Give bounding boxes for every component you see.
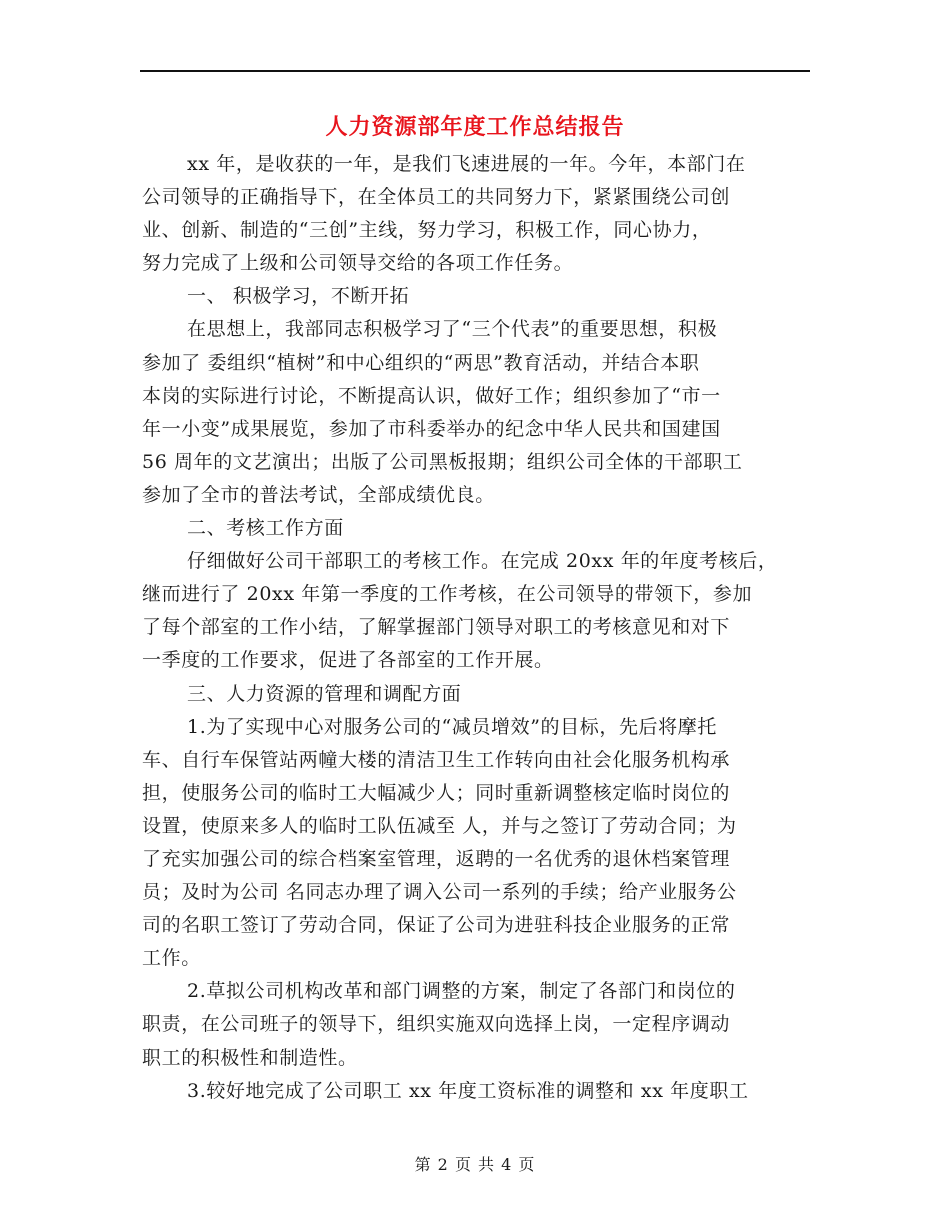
body-line: 职责，在公司班子的领导下，组织实施双向选择上岗，一定程序调动: [142, 1013, 731, 1036]
body-line: 继而进行了 20xx 年第一季度的工作考核，在公司领导的带领下，参加: [142, 583, 753, 606]
header-rule: [140, 70, 810, 72]
body-line: 职工的积极性和制造性。: [142, 1046, 358, 1069]
body-line: 参加了 委组织“植树”和中心组织的“两思”教育活动，并结合本职: [142, 351, 700, 374]
page-footer: 第 2 页 共 4 页: [414, 1155, 536, 1174]
body-line: 业、创新、制造的“三创”主线，努力学习，积极工作，同心协力，: [142, 219, 712, 242]
body-line: 了每个部室的工作小结，了解掌握部门领导对职工的考核意见和对下: [142, 616, 731, 639]
body-line: 车、自行车保管站两幢大楼的清洁卫生工作转向由社会化服务机构承: [142, 748, 731, 771]
document-body: [142, 148, 810, 1108]
body-line: 公司领导的正确指导下，在全体员工的共同努力下，紧紧围绕公司创: [142, 186, 731, 209]
body-line: 2.草拟公司机构改革和部门调整的方案，制定了各部门和岗位的: [187, 980, 736, 1003]
body-line: 56 周年的文艺演出；出版了公司黑板报期；组织公司全体的干部职工: [142, 450, 743, 473]
body-line: 司的名职工签订了劳动合同，保证了公司为进驻科技企业服务的正常: [142, 914, 731, 937]
body-line: 员；及时为公司 名同志办理了调入公司一系列的手续；给产业服务公: [142, 881, 737, 904]
body-line: xx 年，是收获的一年，是我们飞速进展的一年。今年，本部门在: [187, 153, 746, 175]
body-line: 二、考核工作方面: [187, 517, 344, 540]
body-line: 努力完成了上级和公司领导交给的各项工作任务。: [142, 252, 574, 275]
body-line: 了充实加强公司的综合档案室管理，返聘的一名优秀的退休档案管理: [142, 847, 731, 870]
body-line: 3.较好地完成了公司职工 xx 年度工资标准的调整和 xx 年度职工: [187, 1079, 749, 1102]
body-line: 本岗的实际进行讨论，不断提高认识，做好工作；组织参加了“市一: [142, 384, 721, 407]
body-line: 三、人力资源的管理和调配方面: [187, 682, 462, 705]
body-line: 一、 积极学习，不断开拓: [187, 285, 410, 308]
document-title: 人力资源部年度工作总结报告: [325, 114, 625, 140]
body-line: 在思想上，我部同志积极学习了“三个代表”的重要思想，积极: [187, 318, 718, 341]
body-line: 仔细做好公司干部职工的考核工作。在完成 20xx 年的年度考核后，: [187, 550, 778, 573]
body-line: 1.为了实现中心对服务公司的“减员增效”的目标，先后将摩托: [187, 715, 717, 738]
body-line: 年一小变”成果展览，参加了市科委举办的纪念中华人民共和国建国: [142, 417, 721, 440]
body-line: 设置，使原来多人的临时工队伍减至 人，并与之签订了劳动合同；为: [142, 814, 737, 837]
body-line: 参加了全市的普法考试，全部成绩优良。: [142, 483, 495, 506]
body-line: 一季度的工作要求，促进了各部室的工作开展。: [142, 649, 554, 672]
body-line: 工作。: [142, 947, 201, 970]
body-line: 担，使服务公司的临时工大幅减少人；同时重新调整核定临时岗位的: [142, 781, 731, 804]
